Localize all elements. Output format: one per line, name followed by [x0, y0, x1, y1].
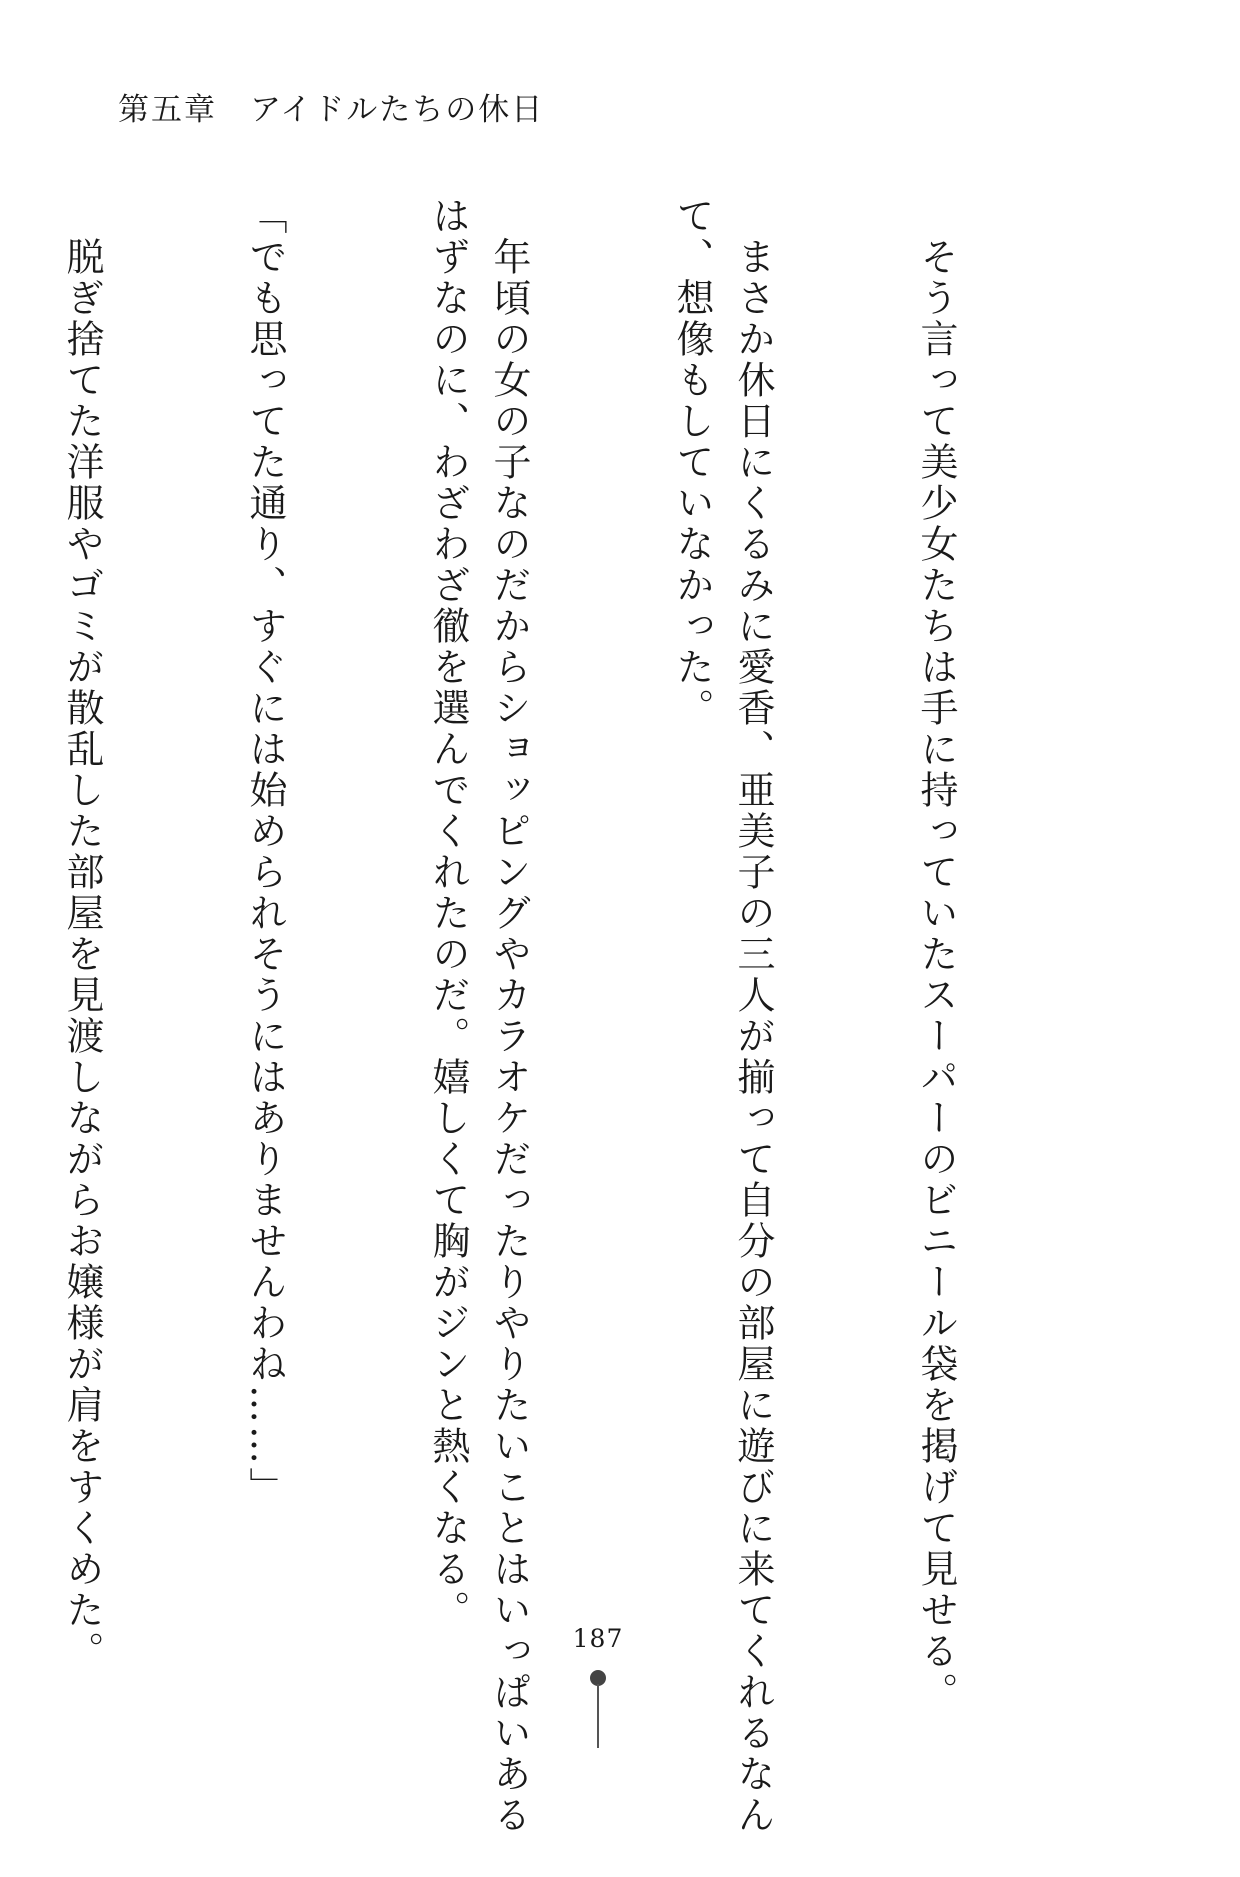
page-number: 187 — [572, 1624, 624, 1653]
paragraph: そう言って美少女たちは手に持っていたスーパーのビニール袋を掲げて見せる。 — [914, 196, 958, 1713]
paragraph: 「でも思ってた通り、すぐには始められそうにはありませんわね……」 — [243, 196, 287, 1508]
chapter-header: 第五章 アイドルたちの休日 — [118, 92, 545, 128]
paragraph: 脱ぎ捨てた洋服やゴミが散乱した部屋を見渡しながらお嬢様が肩をすくめた。 — [60, 196, 104, 1672]
paragraph: 年頃の女の子なのだからショッピングやカラオケだったりやりたいことはいっぱいある はずなのに、わざわざ徹を選んでくれたのだ。嬉しくて胸がジンと熱くなる。 — [426, 196, 531, 1836]
folio-line — [597, 1684, 599, 1748]
paragraph: まさか休日にくるみに愛香、亜美子の三人が揃って自分の部屋に遊びに来てくれるなん て、想像もしていなかった。 — [670, 196, 775, 1836]
